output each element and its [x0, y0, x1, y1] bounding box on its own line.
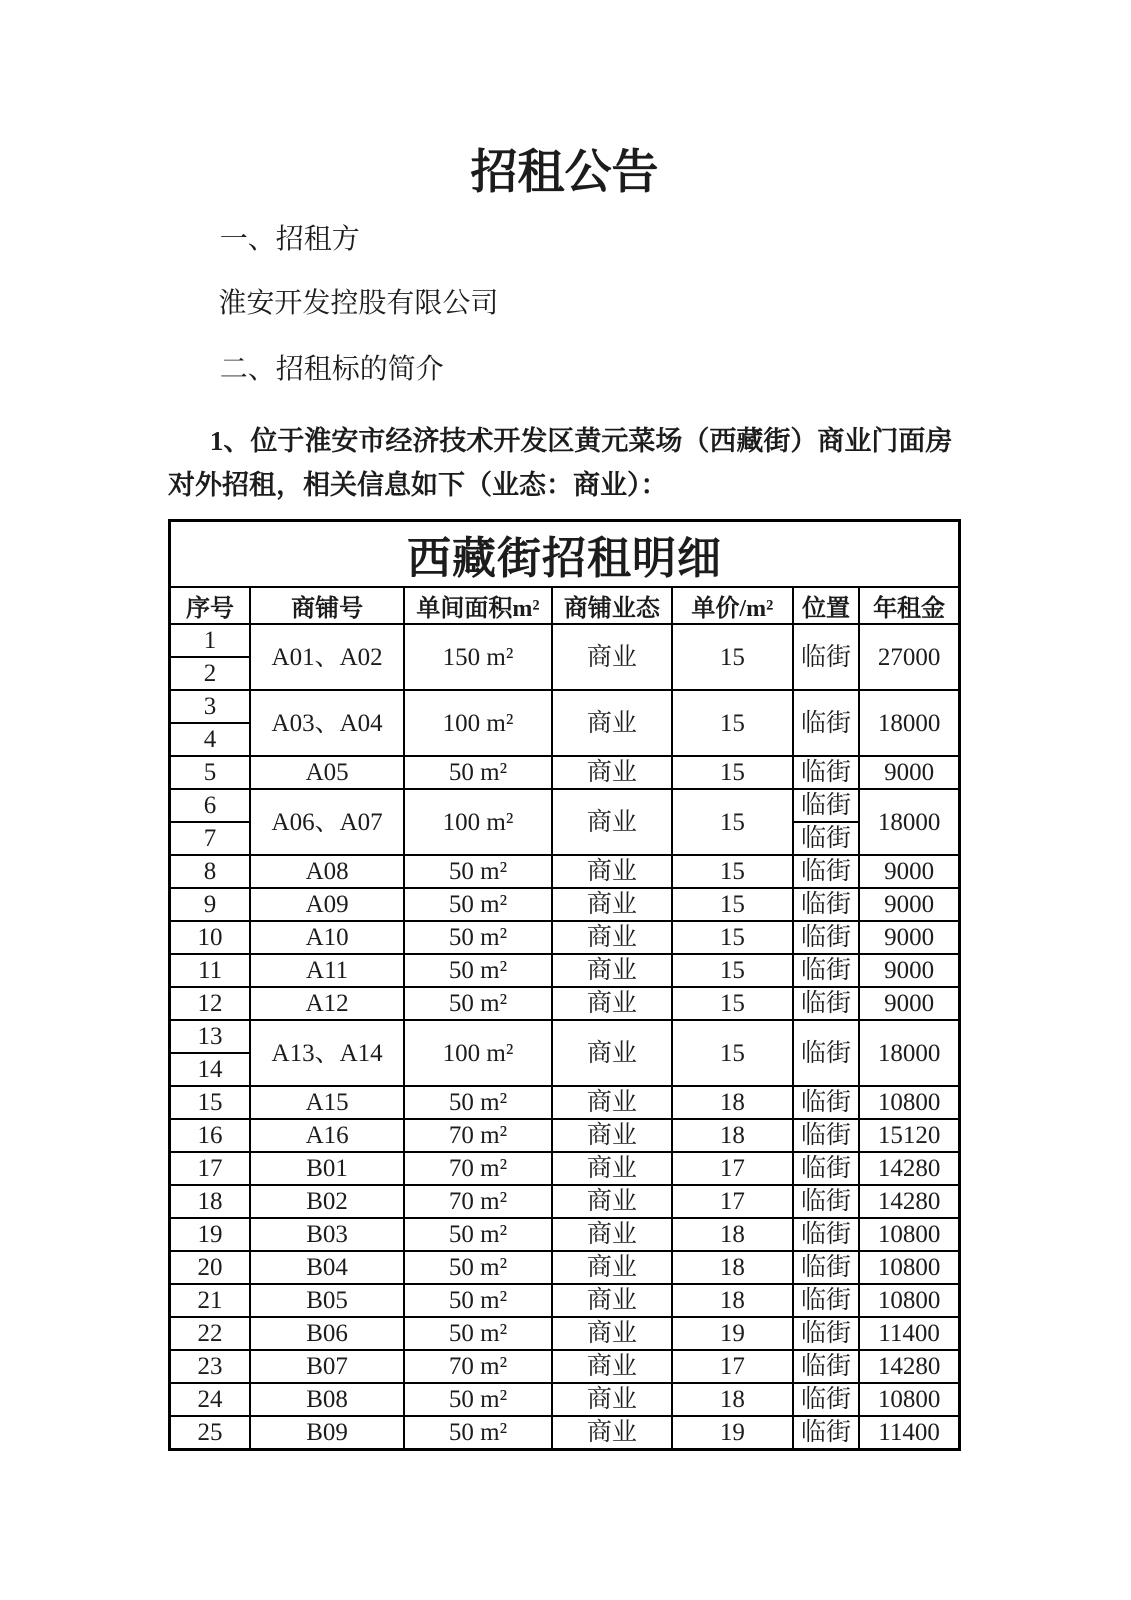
location-cell: 临街 — [793, 954, 859, 987]
rental-table — [168, 519, 961, 1451]
area-cell: 150 m² — [404, 624, 552, 690]
shop-id-cell: B09 — [250, 1416, 404, 1450]
area-cell: 100 m² — [404, 690, 552, 756]
business-type-cell: 商业 — [552, 1251, 672, 1284]
area-cell: 100 m² — [404, 1020, 552, 1086]
row-number-cell: 24 — [170, 1383, 251, 1416]
location-cell: 临街 — [793, 1086, 859, 1119]
unit-price-cell: 18 — [672, 1119, 793, 1152]
unit-price-cell: 15 — [672, 888, 793, 921]
shop-id-cell: A09 — [250, 888, 404, 921]
column-header-unit-price: 单价/m² — [672, 587, 793, 624]
row-number-cell: 13 — [170, 1020, 251, 1053]
row-number-cell: 7 — [170, 822, 251, 855]
location-cell: 临街 — [793, 888, 859, 921]
table-row — [170, 789, 960, 822]
table-row — [170, 690, 960, 723]
business-type-cell: 商业 — [552, 789, 672, 855]
area-cell: 70 m² — [404, 1152, 552, 1185]
unit-price-cell: 15 — [672, 624, 793, 690]
annual-rent-cell: 14280 — [859, 1350, 959, 1383]
area-cell: 100 m² — [404, 789, 552, 855]
table-header-row — [170, 587, 960, 624]
area-cell: 50 m² — [404, 1284, 552, 1317]
location-cell: 临街 — [793, 789, 859, 822]
area-cell: 50 m² — [404, 1251, 552, 1284]
row-number-cell: 21 — [170, 1284, 251, 1317]
shop-id-cell: B04 — [250, 1251, 404, 1284]
business-type-cell: 商业 — [552, 1119, 672, 1152]
annual-rent-cell: 9000 — [859, 888, 959, 921]
unit-price-cell: 15 — [672, 987, 793, 1020]
unit-price-cell: 15 — [672, 921, 793, 954]
document-title: 招租公告 — [470, 147, 659, 199]
unit-price-cell: 15 — [672, 756, 793, 789]
unit-price-cell: 15 — [672, 855, 793, 888]
annual-rent-cell: 18000 — [859, 690, 959, 756]
column-header-business-type: 商铺业态 — [552, 587, 672, 624]
location-cell: 临街 — [793, 1185, 859, 1218]
area-cell: 50 m² — [404, 888, 552, 921]
table-row — [170, 855, 960, 888]
unit-price-cell: 18 — [672, 1284, 793, 1317]
unit-price-cell: 17 — [672, 1350, 793, 1383]
table-row — [170, 1152, 960, 1185]
shop-id-cell: B01 — [250, 1152, 404, 1185]
row-number-cell: 16 — [170, 1119, 251, 1152]
business-type-cell: 商业 — [552, 921, 672, 954]
business-type-cell: 商业 — [552, 888, 672, 921]
unit-price-cell: 19 — [672, 1416, 793, 1450]
annual-rent-cell: 9000 — [859, 921, 959, 954]
table-row — [170, 921, 960, 954]
row-number-cell: 22 — [170, 1317, 251, 1350]
shop-id-cell: A13、A14 — [250, 1020, 404, 1086]
column-header-annual-rent: 年租金 — [859, 587, 959, 624]
location-cell: 临街 — [793, 1416, 859, 1450]
annual-rent-cell: 9000 — [859, 855, 959, 888]
location-cell: 临街 — [793, 1350, 859, 1383]
location-cell: 临街 — [793, 1152, 859, 1185]
row-number-cell: 3 — [170, 690, 251, 723]
row-number-cell: 10 — [170, 921, 251, 954]
annual-rent-cell: 10800 — [859, 1383, 959, 1416]
table-row — [170, 1251, 960, 1284]
location-cell: 临街 — [793, 1020, 859, 1086]
unit-price-cell: 18 — [672, 1086, 793, 1119]
area-cell: 50 m² — [404, 855, 552, 888]
business-type-cell: 商业 — [552, 624, 672, 690]
table-row — [170, 1317, 960, 1350]
row-number-cell: 11 — [170, 954, 251, 987]
intro-line-2: 对外招租，相关信息如下（业态：商业）： — [168, 470, 668, 501]
unit-price-cell: 15 — [672, 690, 793, 756]
shop-id-cell: B02 — [250, 1185, 404, 1218]
shop-id-cell: A03、A04 — [250, 690, 404, 756]
annual-rent-cell: 18000 — [859, 1020, 959, 1086]
business-type-cell: 商业 — [552, 855, 672, 888]
annual-rent-cell: 14280 — [859, 1152, 959, 1185]
row-number-cell: 2 — [170, 657, 251, 690]
row-number-cell: 25 — [170, 1416, 251, 1450]
annual-rent-cell: 10800 — [859, 1251, 959, 1284]
location-cell: 临街 — [793, 1383, 859, 1416]
business-type-cell: 商业 — [552, 987, 672, 1020]
table-row — [170, 888, 960, 921]
annual-rent-cell: 11400 — [859, 1317, 959, 1350]
row-number-cell: 6 — [170, 789, 251, 822]
location-cell: 临街 — [793, 1317, 859, 1350]
annual-rent-cell: 10800 — [859, 1086, 959, 1119]
table-row — [170, 1383, 960, 1416]
location-cell: 临街 — [793, 690, 859, 756]
table-row — [170, 624, 960, 657]
business-type-cell: 商业 — [552, 954, 672, 987]
location-cell: 临街 — [793, 921, 859, 954]
shop-id-cell: B08 — [250, 1383, 404, 1416]
business-type-cell: 商业 — [552, 1383, 672, 1416]
annual-rent-cell: 14280 — [859, 1185, 959, 1218]
shop-id-cell: A06、A07 — [250, 789, 404, 855]
location-cell: 临街 — [793, 987, 859, 1020]
table-row — [170, 1185, 960, 1218]
unit-price-cell: 17 — [672, 1152, 793, 1185]
unit-price-cell: 15 — [672, 1020, 793, 1086]
section-1-heading: 一、招租方 — [219, 223, 360, 255]
area-cell: 50 m² — [404, 987, 552, 1020]
shop-id-cell: A01、A02 — [250, 624, 404, 690]
business-type-cell: 商业 — [552, 1020, 672, 1086]
row-number-cell: 14 — [170, 1053, 251, 1086]
unit-price-cell: 18 — [672, 1218, 793, 1251]
annual-rent-cell: 9000 — [859, 954, 959, 987]
location-cell: 临街 — [793, 624, 859, 690]
area-cell: 70 m² — [404, 1119, 552, 1152]
row-number-cell: 12 — [170, 987, 251, 1020]
area-cell: 70 m² — [404, 1185, 552, 1218]
unit-price-cell: 18 — [672, 1251, 793, 1284]
business-type-cell: 商业 — [552, 1086, 672, 1119]
area-cell: 50 m² — [404, 1416, 552, 1450]
annual-rent-cell: 27000 — [859, 624, 959, 690]
business-type-cell: 商业 — [552, 1350, 672, 1383]
unit-price-cell: 15 — [672, 954, 793, 987]
intro-line-1: 1、位于淮安市经济技术开发区黄元菜场（西藏街）商业门面房 — [209, 425, 953, 456]
table-row — [170, 987, 960, 1020]
annual-rent-cell: 18000 — [859, 789, 959, 855]
row-number-cell: 8 — [170, 855, 251, 888]
row-number-cell: 17 — [170, 1152, 251, 1185]
row-number-cell: 20 — [170, 1251, 251, 1284]
business-type-cell: 商业 — [552, 690, 672, 756]
unit-price-cell: 17 — [672, 1185, 793, 1218]
row-number-cell: 1 — [170, 624, 251, 657]
location-cell: 临街 — [793, 756, 859, 789]
shop-id-cell: A08 — [250, 855, 404, 888]
row-number-cell: 23 — [170, 1350, 251, 1383]
unit-price-cell: 18 — [672, 1383, 793, 1416]
table-row — [170, 1218, 960, 1251]
area-cell: 70 m² — [404, 1350, 552, 1383]
shop-id-cell: A05 — [250, 756, 404, 789]
table-title: 西藏街招租明细 — [170, 521, 960, 588]
table-row — [170, 1284, 960, 1317]
table-title-row — [170, 521, 960, 588]
table-row — [170, 1416, 960, 1450]
business-type-cell: 商业 — [552, 1185, 672, 1218]
annual-rent-cell: 15120 — [859, 1119, 959, 1152]
section-2-heading: 二、招租标的简介 — [219, 354, 444, 386]
business-type-cell: 商业 — [552, 1416, 672, 1450]
shop-id-cell: A16 — [250, 1119, 404, 1152]
business-type-cell: 商业 — [552, 756, 672, 789]
table-row — [170, 1086, 960, 1119]
column-header-shop-no: 商铺号 — [250, 587, 404, 624]
business-type-cell: 商业 — [552, 1152, 672, 1185]
column-header-location: 位置 — [793, 587, 859, 624]
table-row — [170, 954, 960, 987]
row-number-cell: 4 — [170, 723, 251, 756]
shop-id-cell: A11 — [250, 954, 404, 987]
location-cell: 临街 — [793, 1218, 859, 1251]
annual-rent-cell: 9000 — [859, 756, 959, 789]
table-row — [170, 1119, 960, 1152]
location-cell: 临街 — [793, 1251, 859, 1284]
lessor-name: 淮安开发控股有限公司 — [218, 288, 499, 320]
annual-rent-cell: 9000 — [859, 987, 959, 1020]
row-number-cell: 19 — [170, 1218, 251, 1251]
row-number-cell: 5 — [170, 756, 251, 789]
table-row — [170, 1020, 960, 1053]
column-header-index: 序号 — [170, 587, 251, 624]
location-cell: 临街 — [793, 1119, 859, 1152]
area-cell: 50 m² — [404, 1383, 552, 1416]
row-number-cell: 18 — [170, 1185, 251, 1218]
annual-rent-cell: 10800 — [859, 1218, 959, 1251]
shop-id-cell: B03 — [250, 1218, 404, 1251]
area-cell: 50 m² — [404, 1086, 552, 1119]
row-number-cell: 15 — [170, 1086, 251, 1119]
shop-id-cell: A15 — [250, 1086, 404, 1119]
shop-id-cell: A10 — [250, 921, 404, 954]
table-row — [170, 1350, 960, 1383]
unit-price-cell: 15 — [672, 789, 793, 855]
unit-price-cell: 19 — [672, 1317, 793, 1350]
area-cell: 50 m² — [404, 756, 552, 789]
shop-id-cell: B06 — [250, 1317, 404, 1350]
shop-id-cell: B05 — [250, 1284, 404, 1317]
column-header-area: 单间面积m² — [404, 587, 552, 624]
area-cell: 50 m² — [404, 1317, 552, 1350]
annual-rent-cell: 10800 — [859, 1284, 959, 1317]
business-type-cell: 商业 — [552, 1218, 672, 1251]
location-cell: 临街 — [793, 1284, 859, 1317]
area-cell: 50 m² — [404, 921, 552, 954]
location-cell: 临街 — [793, 822, 859, 855]
business-type-cell: 商业 — [552, 1317, 672, 1350]
location-cell: 临街 — [793, 855, 859, 888]
shop-id-cell: B07 — [250, 1350, 404, 1383]
annual-rent-cell: 11400 — [859, 1416, 959, 1450]
shop-id-cell: A12 — [250, 987, 404, 1020]
row-number-cell: 9 — [170, 888, 251, 921]
area-cell: 50 m² — [404, 1218, 552, 1251]
business-type-cell: 商业 — [552, 1284, 672, 1317]
table-row — [170, 756, 960, 789]
area-cell: 50 m² — [404, 954, 552, 987]
intro-paragraph — [168, 419, 961, 508]
